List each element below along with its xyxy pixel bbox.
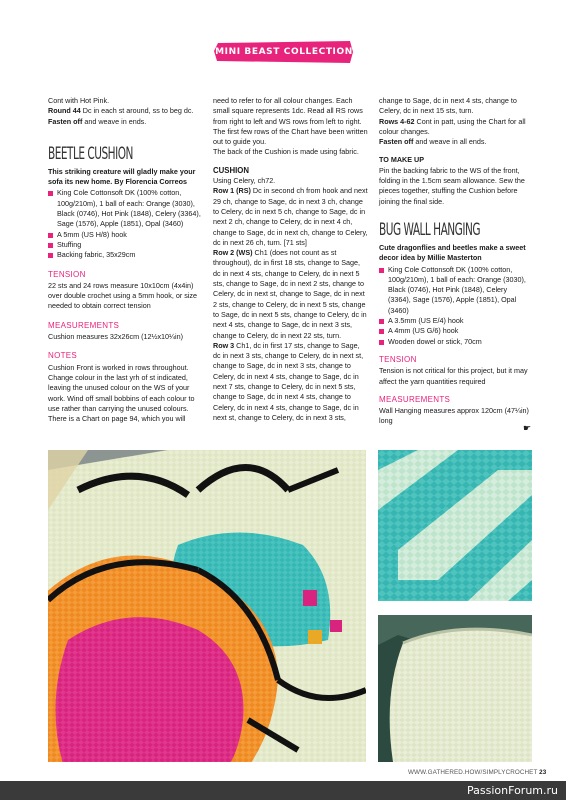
measurements-text: Cushion measures 32x26cm (12½x10¼in) bbox=[48, 332, 184, 342]
notes-continued: need to refer to for all colour changes. Each small square represents 1dc. Read all RS rows from right to left and WS rows from left to right. The first few rows of the Chart have been written out to guide you. bbox=[213, 96, 368, 147]
continue-arrow-icon: ☛ bbox=[523, 423, 532, 433]
column-3 bbox=[379, 96, 531, 427]
fasten-off-line: Fasten off and weave in all ends. bbox=[379, 137, 487, 147]
intro-line: Cont with Hot Pink. bbox=[48, 96, 110, 105]
list-item: A 5mm (US H/8) hook bbox=[48, 230, 202, 240]
measurements-text: Wall Hanging measures approx 120cm (47¼in) long bbox=[379, 406, 529, 426]
page-footer bbox=[408, 769, 546, 776]
row-instruction: Row 3 Ch1, dc in first 17 sts, change to Sage, dc in next 3 sts, change to Celery, dc in next st, change to Sage, dc in next 3 sts, change to Celery, dc in next 4 sts, change to Sage, dc in next 7 sts, change to Celery, dc in next 5 sts, change to Sage, dc in next 4 sts, change to Celery, dc in next 4 sts, change to Sage, dc in next st, change to Celery, dc in next 3 sts, bbox=[213, 340, 364, 422]
list-item: Wooden dowel or stick, 70cm bbox=[379, 337, 531, 347]
notes-heading: NOTES bbox=[48, 351, 78, 361]
list-item: A 4mm (US G/6) hook bbox=[379, 326, 531, 336]
watermark-text: PassionForum.ru bbox=[467, 784, 558, 797]
beetle-cushion-photo bbox=[48, 450, 366, 762]
list-item: Stuffing bbox=[48, 240, 202, 250]
cushion-heading: CUSHION bbox=[213, 165, 249, 175]
cushion-edge-photo bbox=[378, 615, 532, 762]
list-item: Backing fabric, 35x29cm bbox=[48, 250, 202, 260]
row-instruction: Row 1 (RS) Dc in second ch from hook and next 29 ch, change to Sage, dc in next 3 ch, change to Celery, dc in next 5 ch, change to Sage, dc in next 2 ch, change to Celery, dc in next 4 ch, change to Sage, dc in next ch, change to Celery, dc in next 26 ch, turn. [71 sts] bbox=[213, 186, 368, 247]
list-item: A 3.5mm (US E/4) hook bbox=[379, 316, 531, 326]
intro-line: Fasten off and weave in ends. bbox=[48, 116, 147, 126]
list-item: King Cole Cottonsoft DK (100% cotton, 100g/210m), 1 ball of each: Orange (3030), Black (0746), Hot Pink (1848), Celery (3364), Sage (1576), Apple (1851), Opal (3460) bbox=[48, 188, 202, 229]
footer-url: WWW.GATHERED.HOW/SIMPLYCROCHET bbox=[408, 769, 538, 776]
tension-heading: TENSION bbox=[379, 354, 417, 364]
row-instruction: Rows 4-62 Cont in patt, using the Chart for all colour changes. bbox=[379, 116, 526, 136]
row-instruction: Row 2 (WS) Ch1 (does not count as st throughout), dc in first 18 sts, change to Sage, dc in next 4 sts, change to Celery, dc in next 5 sts, change to Sage, dc in next 2 sts, change to Celery, dc in next st, change to Sage, dc in next 2 sts, change to Celery, dc in next 5 sts, change to Sage, dc in next 5 sts, change to Celery, dc in next 4 sts, change to Sage, dc in next 3 sts, change to Celery, dc in next 22 sts, turn. bbox=[213, 248, 367, 340]
using-line: Using Celery, ch72. bbox=[213, 176, 276, 186]
intro-line: Round 44 Dc in each st around, ss to beg dc. bbox=[48, 106, 194, 116]
materials-list bbox=[48, 188, 202, 260]
bug-wall-hanging-title: BUG WALL HANGING bbox=[379, 219, 481, 240]
beetle-cushion-deck: This striking creature will gladly make your sofa its new home. By Florencia Correos bbox=[48, 166, 196, 187]
wall-hanging-detail-photo bbox=[378, 450, 532, 601]
measurements-heading: MEASUREMENTS bbox=[379, 394, 451, 404]
measurements-heading: MEASUREMENTS bbox=[48, 320, 120, 330]
notes-text: Cushion Front is worked in rows throughout. Change colour in the last yrh of st indicated, leaving the unused colour on the WS of your work. Wind off small bobbins of each colour to use rather than carrying the unused colours. There is a Chart on page 94, which you will bbox=[48, 362, 195, 424]
column-1 bbox=[48, 96, 202, 424]
bug-wall-hanging-deck: Cute dragonflies and beetles make a sweet decor idea by Millie Masterton bbox=[379, 242, 526, 263]
column-2 bbox=[213, 96, 368, 423]
materials-list bbox=[379, 265, 531, 347]
beetle-cushion-title: BEETLE CUSHION bbox=[48, 143, 133, 164]
page-number: 23 bbox=[539, 769, 547, 776]
tension-heading: TENSION bbox=[48, 269, 86, 279]
section-banner bbox=[214, 41, 354, 63]
row-continued: change to Sage, dc in next 4 sts, change to Celery, dc in next 15 sts, turn. bbox=[379, 96, 517, 116]
tension-text: Tension is not critical for this project, but it may affect the yarn quantities required bbox=[379, 366, 528, 386]
notes-continued: The back of the Cushion is made using fabric. bbox=[213, 147, 359, 157]
make-up-text: Pin the backing fabric to the WS of the front, folding in the 1.5cm seam allowance. Sew the pieces together, stuffing the Cushion before joining the final side. bbox=[379, 165, 525, 206]
tension-text: 22 sts and 24 rows measure 10x10cm (4x4in) over double crochet using a 5mm hook, or size needed to obtain correct tension bbox=[48, 280, 198, 311]
list-item: King Cole Cottonsoft DK (100% cotton, 100g/210m), 1 ball of each: Orange (3030), Black (0746), Hot Pink (1848), Celery (3364), Sage (1576), Apple (1851), Opal (3460) bbox=[379, 265, 531, 316]
make-up-heading: TO MAKE UP bbox=[379, 155, 424, 165]
banner-title: MINI BEAST COLLECTION bbox=[215, 47, 353, 57]
